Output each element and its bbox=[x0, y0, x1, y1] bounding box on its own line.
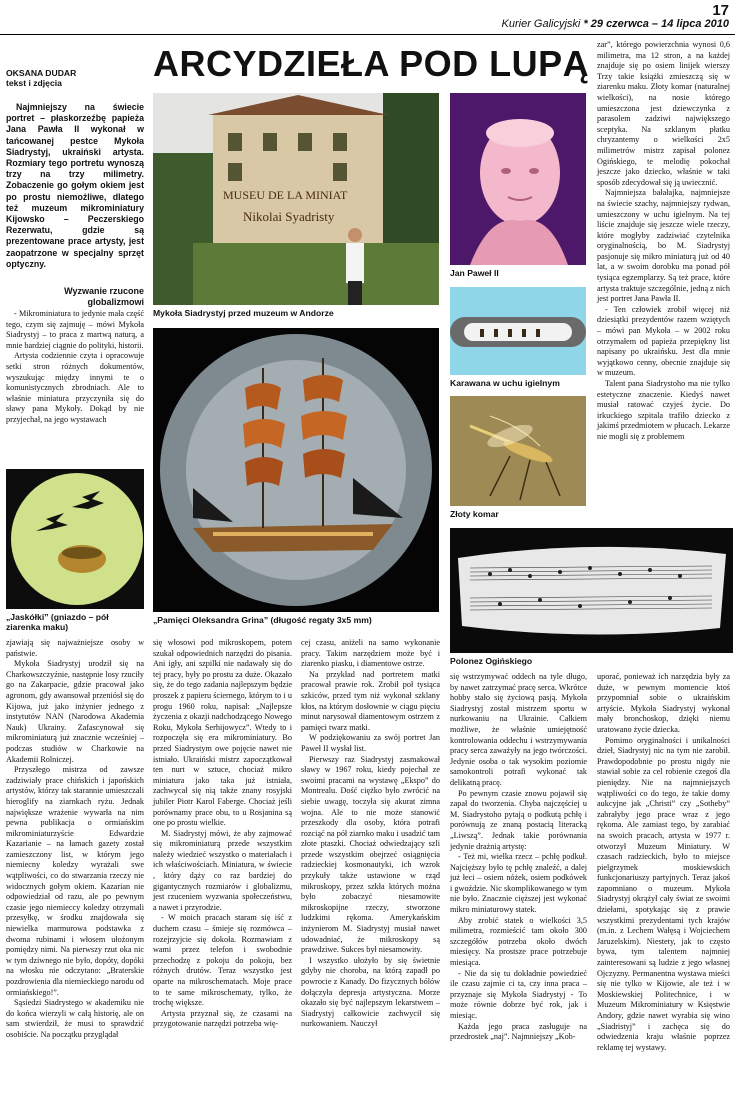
swallows-caption: „Jaskółki” (gniazdo – pół ziarenka maku) bbox=[6, 612, 109, 632]
column-5-top bbox=[597, 40, 730, 443]
column-1-bottom bbox=[6, 638, 144, 1041]
paragraph: Talent pana Siadrystoho ma nie tylko estetyczne znaczenie. Kiedyś nawet musiał ratować czyjeś życie. Do irkuckiego szpitala trafiło dziecko z jakimś przedmiotem w płucach. Lekarze nie mogli się z problemem bbox=[597, 379, 730, 441]
paragraph: Pierwszy raz Siadrystyj zasmakował sławy w 1967 roku, kiedy pojechał ze swoimi pracami na wystawę „Ekspo” do Montrealu. Dość ciężko było zwrócić na siebie uwagę, toczyła się akurat zimna wojna. Ale to nie może stanowić przeszkody dla osoby, która potrafi rozciąć na pół ziarnko maku i usadzić tam złote ptaszki. Chociaż odwiedzający szli przede wszystkim obejrzeć osiągnięcia radzieckiej kosmonautyki, ich wzrok przykuły także ustawione w rząd mikroskopy, przez szkła których można było zobaczyć niesamowite mikroskopijne rzeczy, stworzone ludzkimi rękoma. Amerykańskim inżynierom M. Siadrystyj musiał nawet udowadniać, że mikroskopy są prawdziwe. Sukces był niesamowity. bbox=[301, 754, 440, 955]
issue-date: * 29 czerwca – 14 lipca 2010 bbox=[583, 18, 729, 30]
running-header bbox=[502, 18, 729, 30]
col1-top-text bbox=[6, 309, 144, 426]
paragraph: Po pewnym czasie znowu pojawił się zapał do tworzenia. Chyba najczęściej u M. Siadrystoho pytają o podkutą pchłę i porównują ze znaną postacią literacką „Liwszą”. Jednak takie porównania jedynie drażnią artystę: bbox=[450, 788, 587, 851]
mosquito-caption: Złoty komar bbox=[450, 509, 499, 519]
column-2-bottom bbox=[153, 638, 292, 1030]
paragraph: W podziękowaniu za swój portret Jan Paweł II wysłał list. bbox=[301, 733, 440, 753]
caravan-caption: Karawana w uchu igielnym bbox=[450, 378, 560, 388]
caravan-photo bbox=[450, 287, 586, 375]
paragraph: - Też mi, wielka rzecz – pchłę podkuł. Najcięższy było tę pchłę znaleźć, a dalej już łeci – osiem nóżek, osiem podkówek i gwoździe. Nic skomplikowanego w tym nie było. Znacznie cięższej jest wykonać mikro miniaturowy statek. bbox=[450, 852, 587, 915]
person bbox=[346, 243, 364, 283]
paragraph: I wszystko ułożyło by się świetnie gdyby nie choroba, na którą zapadł po powrocie z Kanady. Do fizycznych bólów dołączyła depresja artystyczna. Morze okazało się być najlepszym lekarstwem – Siadrystyj całkowicie zachwycił się nurkowaniem. Nauczył bbox=[301, 955, 440, 1029]
pope-photo bbox=[450, 93, 586, 265]
article-title: ARCYDZIEŁA POD LUPĄ bbox=[153, 43, 590, 84]
person-head bbox=[348, 228, 362, 242]
paragraph: się wstrzymywać oddech na tyle długo, by nawet zatrzymać pracę serca. Wkrótce hobby stało się życiową pasją. Mykoła Siadrystyj został mistrzem sportu w nurkowaniu na Ukrainie. Całkiem możliwe, że właśnie umiejętność kontrolowania oddechu i wstrzymywania pracy serca zaważyły na jego twórczości. Jedynie osoba o tak wysokim poziomie samokontroli potrafi wykonać tak delikatną pracę. bbox=[450, 672, 587, 787]
paragraph: zar”, którego powierzchnia wynosi 0,6 milimetra, ma 12 stron, a na każdej znajduje się po osiem linijek wierszy Trzy takie książki zmieszczą się w ziarenku maku. Złoty komar (naturalnej wielkości), na nosie którego umieszczona jest dziewczynka z parasolem zadziwi największego sceptyka. Na szklanym płatku chryzantemy o wielkości 2x5 milimetrów mistrz zapisał polonez Ogińskiego, te melodię pokochał jeszcze jako dziecko, właśnie w taki sposób zdecydował się ją uwiecznić. bbox=[597, 40, 730, 187]
paragraph: Pomimo oryginalności i unikalności dzieł, Siadrystyj nic na tym nie zarobił. Prawdopodobnie po prostu nigdy nie stawiał sobie za cel robienie czegoś dla pieniędzy. Nie na najmniejszych wątpliwości co do tego, że takie domy aukcyjne jak „Christi” czy „Sotheby” zabrałyby jego prace wraz z jego rękoma. Ale zamiast tego, by zarabiać na swoich pracach, artysta w 1977 r. otworzył Muzeum Miniatury. W czasach radzieckich, było to miejsce pielgrzymek moskiewskich funkcjonariuszy partyjnych. Teraz jakoś zapomniano o muzeum. Mykoła Siadrystyj okrążył cały świat ze swoimi dziełami, spotykając się z prawie wszystkimi prezydentami tych krajów (m.in. z Lechem Wałęsą i Wojciechem Jaruzelskim). Niestety, jak to często bywa, tym talentem najmniej zainteresowani są ludzie z jego własnej Ojczyzny. Permanentna wystawa mieści się nie tylko w Kijowie, ale też i w Moskiewskiej Politechnice, i w Muzeum Mikrominiatury w Księstwie Andory, gdzie nawet wyrabia się wino „Siadristyj” i zachęca się do odwiedzenia kraju właśnie poprzez reklamę tej wystawy. bbox=[597, 735, 730, 1052]
ship-caption: „Pamięci Oleksandra Grina” (długość regaty 3x5 mm) bbox=[153, 615, 372, 625]
museum-photo bbox=[153, 93, 439, 305]
paragraph: Artysta przyznał się, że czasami na przygotowanie narzędzi potrzeba wię- bbox=[153, 1008, 292, 1029]
swallows-photo bbox=[6, 469, 144, 609]
sail-icon bbox=[245, 383, 281, 410]
ship-hull bbox=[193, 524, 393, 552]
polonaise-caption: Polonez Ogińskiego bbox=[450, 656, 533, 666]
paragraph: cej czasu, aniżeli na samo wykonanie pracy. Takim narzędziem może być i ziarenko piasku, i diamentowe ostrze. bbox=[301, 638, 440, 669]
mosquito-photo bbox=[450, 396, 586, 506]
paragraph: - Ten człowiek zrobił więcej niż dziesiątki prezydentów razem wziętych – mówi pan Mykoła – w 2002 roku otrzymałem od papieża przepiękny list napisany po ukraińsku. Jest dla mnie wyjątkowo cenny, obecnie znajduje się w muzeum. bbox=[597, 304, 730, 378]
column-1-top bbox=[6, 68, 144, 426]
column-5-bottom bbox=[597, 672, 730, 1053]
paragraph: Przyszłego mistrza od zawsze zadziwiały prace chińskich i japońskich artystów, którzy tak starannie umieszczali hieroglify na ziarnkach ryżu. Jednak największe wrażenie wywarła na nim pewna publikacja o ormiańskim mikrominiaturzyście Edwardzie Kazarianie – na łamach gazety został zamieszczony list, w którym jego niemiecny koledzy wyrażali swe wątpliwości, co do stwarzania rzeczy nie widocznych gołym okiem. Kazarian nie odpowiedział od razu, ale po pewnym czasie jego niemieccy koledzy otrzymali przesyłkę, w środku znajdowała się niewielka marmurowa podstawka z dwoma rubinami i włosem ułożonym pomiędzy nimi. Na pierwszy rzut oka nic w tym dziwnego nie było, dopóty, dopóki na włosku nie odczytano: „Braterskie pozdrowienia dla niemieckiego narodu od ormiańskiego!”. bbox=[6, 765, 144, 997]
garden bbox=[193, 243, 439, 305]
paragraph: - W moich pracach staram się iść z duchem czasu – śmieje się rozmówca – rozejrzyjcie się dokoła. Rozmawiam z wami przez telefon i swobodnie przechodzę z pokoju do pokoju, bez różnych drutów. Teraz wszystko jest oparte na mikroschematach. Moje prace to te same mikroschematy, tylko, że trochę większe. bbox=[153, 913, 292, 1008]
column-4-bottom bbox=[450, 672, 587, 1043]
museum-name-sign: Nikolai Syadristy bbox=[243, 209, 335, 224]
paragraph: zjawiają się najważniejsze osoby w państwie. bbox=[6, 638, 144, 658]
paragraph: - Nie da się tu dokładnie powiedzieć ile czasu zajmie ci ta, czy inna praca – przyznaje się Mykoła Siadrystyj - To może równie dobrze być rok, jak i miesiąc. bbox=[450, 968, 587, 1020]
paragraph: się włosowi pod mikroskopem, potem szukał odpowiednich narzędzi do pisania. Ani igły, ani szpilki nie nadawały się do tej pracy, były po prostu za duże. Okazało się, że do tego zadania najlepszym będzie proszek z papieru ściernego, którym to i u progu 1960 roku, napisał: „Najlepsze życzenia z okazji nadchodzącego Nowego Roku, Mykoła Serhijowycz”. Wtedy to i rozpoczęła się era mikrominiatury. Bo przed Siadrystym owe pojęcie nawet nie istniało. Ukraiński mistrz zapoczątkował ten nurt w sztuce, chociaż mikro miniatura jako taka już istniała, zachwycał się nią także znany rosyjski jubiler Piotr Karol Faberge. Chociaż jeśli porównamy prace obu, to u Rosjanina są one po prostu wielkie. bbox=[153, 638, 292, 828]
paragraph: - Mikrominiatura to jedynie mała część tego, czym się zajmuję – mówi Mykoła Siadrystyj – to praca z martwą naturą, a mnie bardziej ciągnie do polityki, historii. bbox=[6, 309, 144, 350]
paragraph: Artysta codziennie czyta i opracowuje setki stron różnych dokumentów, wyszukując między innymi te o komunistycznych zbrodniach. Ale to właśnie miniatura przyczyniła się do sławy pana Mykoły. Dokąd by nie przyjechał, na jego wystawach bbox=[6, 351, 144, 424]
polonaise-photo bbox=[450, 528, 733, 653]
paragraph: Najmniejsza bałałajka, najmniejsze na świecie szachy, najmniejszy rydwan, umieszczony w uchu igielnym. Na tej liście znajduje się jeszcze wiele rzeczy, które mogłyby zadziwiać czytelnika oryginalnością, bo M. Siadrystyj pasjonuje się mikro miniaturą już od 40 lat, a w swoim dorobku ma ponad pół tysiąca egzemplarzy. Są też prace, które artysta traktuje szczególnie, jedną z nich jest portret Jana Pawła II. bbox=[597, 188, 730, 304]
paragraph: Każda jego praca zasługuje na przedrostek „naj”. Najmniejszy „Kob- bbox=[450, 1021, 587, 1042]
header-rule bbox=[0, 34, 735, 35]
paragraph: Sąsiedzi Siadrystego w akademiku nie do końca wierzyli w całą historię, ale on sam stwierdził, że musi to sprawdzić osobiście. Na początku przyglądał bbox=[6, 998, 144, 1039]
page-number: 17 bbox=[712, 2, 729, 19]
pope-caption: Jan Paweł II bbox=[450, 268, 499, 278]
chrysanthemum-petal bbox=[458, 547, 726, 635]
subhead: Wyzwanie rzucone globalizmowi bbox=[64, 286, 144, 307]
paragraph: Na przykład nad portretem matki pracował prawie rok. Zrobił poł tysiąca szkiców, przed tym niż wykonał szklany kłos, na którym dosłownie w ciągu pięciu minut narysował diamentowym ostrzem z pamięci twarz matki. bbox=[301, 669, 440, 732]
publication-name: Kurier Galicyjski bbox=[501, 18, 581, 30]
column-3-bottom bbox=[301, 638, 440, 1030]
author: OKSANA DUDAR bbox=[6, 68, 77, 78]
paragraph: Mykoła Siadrystyj urodził się na Charkowszczyźnie, następnie losy rzuciły go na Zakarpacie, gdzie pracował jako agronom, gdy awansował przeniósł się do Kijowa, już jako inżynier jednego z instytutów NAN (Narodowa Akademia Nauk) Ukrainy. Zafascynował się mikrominiaturą już znacznie wcześniej – podczas studiów w Charkowie na Akademii Rolniczej. bbox=[6, 659, 144, 764]
paragraph: M. Siadrystyj mówi, że aby zajmować się mikrominiaturą przede wszystkim należy wiedzieć wszystko o materiałach i ich właściwościach. Miniatura, w świecie , który dąży co raz bardziej do gigantycznych rozmiarów i globalizmu, jest rzuceniem wyzwania społeczeństwu, a nawet i przyrodzie. bbox=[153, 828, 292, 912]
paragraph: Aby zrobić statek o wielkości 3,5 milimetra, rozmieścić tam około 300 szczegółów potrzeba około dwóch miesięcy. Na prostsze prace potrzebuje miesiąca. bbox=[450, 915, 587, 968]
museum-caption: Mykoła Siadrystyj przed muzeum w Andorze bbox=[153, 308, 334, 318]
lead-paragraph: Najmniejszy na świecie portret – płaskorzeźbę papieża Jana Pawła II wykonał w tańcowanej pestce Mykoła Siadrystyj, ukraiński artysta. Rozmiary tego portretu wynoszą trzy na trzy milimetry. Zobaczenie go gołym okiem jest po prostu niemożliwe, dlatego też muzeum mikrominiatury Kijowsko – Peczerskiego Rezerwatu, gdzie są prezentowane prace artysty, jest zaopatrzone w specjalny sprzęt optyczny. bbox=[6, 102, 144, 269]
ship-photo bbox=[153, 328, 439, 612]
museum-sign: MUSEU DE LA MINIAT bbox=[223, 188, 348, 202]
swallows-disk bbox=[11, 473, 143, 605]
paragraph: uporać, ponieważ ich narzędzia były za duże, w pewnym momencie ktoś przypomniał sobie o ukraińskim artyście. Mykoła Siadrystyj wykonał mały bronchoskop, dzięki niemu uratowano życie dziecka. bbox=[597, 672, 730, 734]
author-note: tekst i zdjęcia bbox=[6, 78, 62, 88]
